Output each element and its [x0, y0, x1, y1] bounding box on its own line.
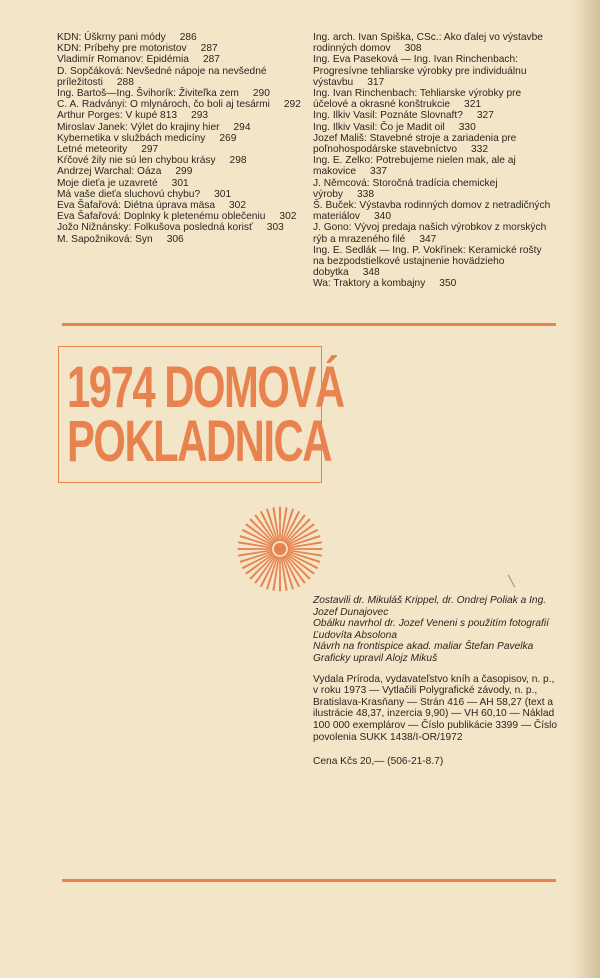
toc-entry: Ing. Bartoš—Ing. Švihorík: Živiteľka zem 290: [57, 88, 270, 100]
sunburst-ray: [238, 548, 272, 550]
toc-entry: Eva Šafařová: Doplnky k pletenému oblečeniu 302: [57, 211, 297, 223]
toc-entry: D. Sopčáková: Nevšedné nápoje na nevšedné príležitosti 288: [57, 65, 267, 88]
toc-entry: Arthur Porges: V kupé 813 293: [57, 110, 209, 122]
credits-cover: Obálku navrhol dr. Jozef Veneni s použitím fotografií Ľudovíta Absolona: [313, 618, 549, 641]
credits-block: [313, 595, 558, 768]
divider-top: [62, 323, 556, 326]
toc-entry: Miroslav Janek: Výlet do krajiny hier 294: [57, 121, 251, 133]
toc-entry: Š. Buček: Výstavba rodinných domov z netradičných materiálov 340: [313, 200, 551, 223]
title-line-2: POKLADNICA: [67, 408, 332, 474]
credits-graphic: Graficky upravil Alojz Mikuš: [313, 652, 438, 664]
toc-entry: Kŕčové žily nie sú len chybou krásy 298: [57, 155, 247, 167]
toc-entry: Jozef Mališ: Stavebné stroje a zariadenia pre poľnohospodárske stavebníctvo 332: [313, 132, 517, 156]
toc-entry: KDN: Úškrny pani módy 286: [57, 32, 197, 43]
toc-entry: C. A. Radványi: O mlynároch, čo boli aj tesármi 292: [57, 99, 301, 111]
toc-entry: Ing. Eva Paseková — Ing. Ivan Rinchenbach: Progresívne tehliarske výrobky pre individuálnu výstavbu 317: [313, 54, 527, 88]
toc-left-column: [57, 32, 307, 245]
toc-entry: Eva Šafařová: Diétna úprava mäsa 302: [57, 200, 246, 212]
toc-entry: Ing. Ilkiv Vasil: Čo je Madit oil 330: [313, 121, 476, 133]
toc-entry: J. Gono: Vývoj predaja našich výrobkov z morských rýb a mrazeného filé 347: [313, 222, 547, 245]
toc-entry: Vladimír Romanov: Epidémia 287: [57, 54, 220, 66]
toc-entry: Ing. E. Sedlák — Ing. P. Vokřínek: Keramické rošty na bezpodstielkové ustajnenie hovädzieho dobytka 348: [313, 244, 542, 279]
credits-frontispiece: Návrh na frontispice akad. maliar Štefan Pavelka: [313, 641, 534, 653]
price-info: Cena Kčs 20,— (506-21-8.7): [313, 756, 444, 768]
divider-bottom: [62, 879, 556, 882]
sunburst-ray: [279, 507, 281, 541]
sunburst-ray: [288, 548, 322, 550]
toc-entry: Ing. Ivan Rinchenbach: Tehliarske výrobky pre účelové a okrasné konštrukcie 321: [313, 88, 522, 111]
toc-entry: Jožo Nižnánsky: Folkušova posledná korisť 303: [57, 222, 284, 234]
toc-entry: Kybernetika v službách medicíny 269: [57, 132, 237, 144]
toc-entry: Moje dieťa je uzavreté 301: [57, 177, 189, 189]
credits-compiled: Zostavili dr. Mikuláš Krippel, dr. Ondrej Poliak a Ing. Jozef Dunajovec: [313, 595, 547, 618]
toc-entry: M. Sapožniková: Syn 306: [57, 233, 184, 245]
toc-entry: Andrzej Warchal: Oáza 299: [57, 166, 193, 178]
publisher-info: Vydala Príroda, vydavateľstvo kníh a časopisov, n. p., v roku 1973 — Vytlačili Polygrafické závody, n. p., Bratislava-Krasňany — Strán 416 — AH 58,27 (text a ilustrácie 48,37, inzercia 9,90) — VH 60,10 — Náklad 100 000 exemplárov — Číslo publikácie 3399 — Číslo povolenia SUKK 1438/I-OR/1972: [313, 673, 558, 743]
toc-entry: Ing. arch. Ivan Spiška, CSc.: Ako ďalej vo výstavbe rodinných domov 308: [313, 32, 543, 55]
toc-entry: KDN: Príbehy pre motoristov 287: [57, 43, 218, 55]
toc-entry: Wa: Traktory a kombajny 350: [313, 278, 457, 290]
sunburst-ray: [279, 557, 281, 591]
book-title-box: [58, 346, 344, 483]
toc-right-column: [313, 32, 553, 290]
sunburst-emblem-icon: [236, 505, 324, 593]
spine-mark: [508, 575, 515, 588]
title-line-1: 1974 DOMOVÁ: [67, 354, 344, 420]
toc-entry: Ing. Ilkiv Vasil: Poznáte Slovnaft? 327: [313, 110, 494, 122]
toc-entry: Letné meteority 297: [57, 144, 159, 156]
page-edge-shadow: [572, 0, 600, 978]
toc-entry: J. Němcová: Storočná tradícia chemickej výroby 338: [313, 177, 498, 200]
toc-entry: Ing. E. Zelko: Potrebujeme nielen mak, ale aj makovice 337: [313, 155, 516, 178]
toc-entry: Má vaše dieťa sluchovú chybu? 301: [57, 188, 232, 200]
